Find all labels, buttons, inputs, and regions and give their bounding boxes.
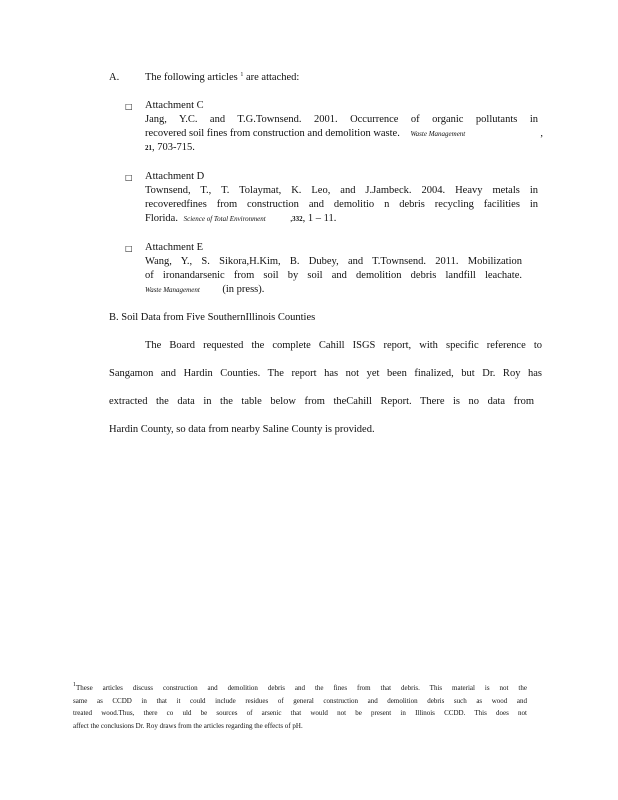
section-a-label: A. <box>109 72 120 83</box>
attachment-citation-line <box>145 284 264 295</box>
intro-text: The following articles <box>145 72 238 83</box>
journal-volume: ,332 <box>290 215 303 223</box>
paragraph-line: Hardin County, so data from nearby Saline County is provided. <box>109 424 375 435</box>
citation-pages: , 1 – 11. <box>302 213 337 224</box>
attachment-citation-line: recoveredfines from construction and demolitio n debris recycling facilities in <box>145 199 538 210</box>
journal-name: Waste Management <box>145 286 200 294</box>
section-a-intro <box>145 72 299 83</box>
citation-text: Florida. <box>145 213 178 224</box>
footnote-line: treated wood.Thus, there co uld be sources of arsenic that would not be present in Illinois CCDD. This does not <box>73 709 527 717</box>
section-b-heading: B. Soil Data from Five SouthernIllinois Counties <box>109 312 316 323</box>
footnote-line <box>73 679 527 695</box>
attachment-title: Attachment E <box>145 242 204 253</box>
attachment-citation-line: Wang, Y., S. Sikora,H.Kim, B. Dubey, and T.Townsend. 2011. Mobilization <box>145 256 522 267</box>
bullet-icon: □ <box>125 102 133 111</box>
footnote-line: same as CCDD in that it could include residues of general construction and demolition debris such as wood and <box>73 696 527 705</box>
footnote <box>73 679 527 732</box>
footnote-text: These articles discuss construction and demolition debris and the fines from that debris. This material is not the <box>76 684 527 692</box>
attachment-citation-line <box>145 128 543 139</box>
attachment-title: Attachment C <box>145 100 204 111</box>
journal-name: Science of Total Environment <box>183 215 266 223</box>
attachment-citation-line: Jang, Y.C. and T.G.Townsend. 2001. Occurrence of organic pollutants in <box>145 114 538 125</box>
attachment-citation-line <box>145 142 195 153</box>
footnote-reference: 1 <box>240 72 244 78</box>
paragraph-line: extracted the data in the table below from theCahill Report. There is no data from <box>109 396 534 407</box>
citation-pages: , 703-715. <box>152 142 195 153</box>
footnote-line: affect the conclusions Dr. Roy draws from the articles regarding the effects of pH. <box>73 721 303 730</box>
citation-comma: , <box>540 128 543 139</box>
bullet-icon: □ <box>125 244 133 253</box>
attachment-citation-line <box>145 213 336 224</box>
footnote-marker: 1 <box>73 682 76 688</box>
journal-volume: 21 <box>145 144 152 152</box>
attachment-citation-line: of ironandarsenic from soil by soil and demolition debris landfill leachate. <box>145 270 522 281</box>
attachment-citation-line: Townsend, T., T. Tolaymat, K. Leo, and J.Jambeck. 2004. Heavy metals in <box>145 185 538 196</box>
paragraph-line: The Board requested the complete Cahill ISGS report, with specific reference to <box>145 340 542 351</box>
journal-name: Waste Management <box>410 130 466 138</box>
intro-text-end: are attached: <box>245 72 300 83</box>
bullet-icon: □ <box>125 173 133 182</box>
publication-status: (in press). <box>222 284 265 295</box>
attachment-title: Attachment D <box>145 171 205 182</box>
paragraph-line: Sangamon and Hardin Counties. The report has not yet been finalized, but Dr. Roy has <box>109 368 542 379</box>
citation-text: recovered soil fines from construction and demolition waste. <box>145 128 400 139</box>
